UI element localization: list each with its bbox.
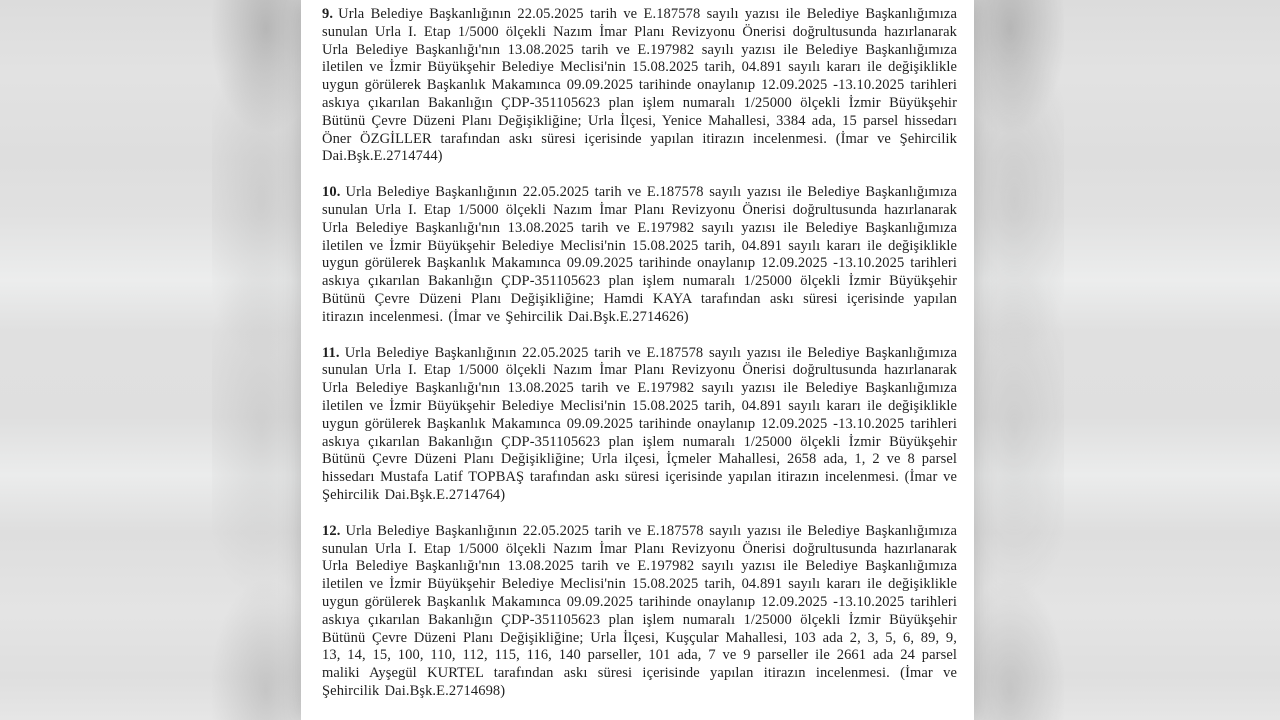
agenda-item-11 xyxy=(322,345,957,505)
agenda-item-10-text: Urla Belediye Başkanlığının 22.05.2025 tarih ve E.187578 sayılı yazısı ile Belediye Başkanlığımıza sunulan Urla I. Etap 1/5000 ölçekli Nazım İmar Planı Revizyonu Önerisi doğrultusunda hazırlanarak Urla Belediye Başkanlığı'nın 13.08.2025 tarih ve E.197982 sayılı yazısı ile Belediye Başkanlığımıza iletilen ve İzmir Büyükşehir Belediye Meclisi'nin 15.08.2025 tarih, 04.891 sayılı kararı ile değişiklikle uygun görülerek Başkanlık Makamınca 09.09.2025 tarihinde onaylanıp 12.09.2025 -13.10.2025 tarihleri askıya çıkarılan Bakanlığın ÇDP-351105623 plan işlem numaralı 1/25000 ölçekli İzmir Büyükşehir Bütünü Çevre Düzeni Planı Değişikliğine; Hamdi KAYA tarafından askı süresi içerisinde yapılan itirazın incelenmesi. (İmar ve Şehircilik Dai.Bşk.E.2714626) xyxy=(322,184,957,325)
agenda-item-11-number: 11. xyxy=(322,344,340,361)
agenda-item-12-number: 12. xyxy=(322,522,341,539)
agenda-item-12-text: Urla Belediye Başkanlığının 22.05.2025 tarih ve E.187578 sayılı yazısı ile Belediye Başkanlığımıza sunulan Urla I. Etap 1/5000 ölçekli Nazım İmar Planı Revizyonu Önerisi doğrultusunda hazırlanarak Urla Belediye Başkanlığı'nın 13.08.2025 tarih ve E.197982 sayılı yazısı ile Belediye Başkanlığımıza iletilen ve İzmir Büyükşehir Belediye Meclisi'nin 15.08.2025 tarih, 04.891 sayılı kararı ile değişiklikle uygun görülerek Başkanlık Makamınca 09.09.2025 tarihinde onaylanıp 12.09.2025 -13.10.2025 tarihleri askıya çıkarılan Bakanlığın ÇDP-351105623 plan işlem numaralı 1/25000 ölçekli İzmir Büyükşehir Bütünü Çevre Düzeni Planı Değişikliğine; Urla İlçesi, Kuşçular Mahallesi, 103 ada 2, 3, 5, 6, 89, 9, 13, 14, 15, 100, 110, 112, 115, 116, 140 parseller, 101 ada, 7 ve 9 parseller ile 2661 ada 24 parsel maliki Ayşegül KURTEL tarafından askı süresi içerisinde yapılan itirazın incelenmesi. (İmar ve Şehircilik Dai.Bşk.E.2714698) xyxy=(322,522,957,699)
agenda-item-9 xyxy=(322,6,957,166)
agenda-item-12 xyxy=(322,523,957,701)
agenda-item-9-number: 9. xyxy=(322,6,334,22)
agenda-item-10-number: 10. xyxy=(322,184,341,201)
agenda-item-10 xyxy=(322,184,957,326)
agenda-item-11-text: Urla Belediye Başkanlığının 22.05.2025 tarih ve E.187578 sayılı yazısı ile Belediye Başkanlığımıza sunulan Urla I. Etap 1/5000 ölçekli Nazım İmar Planı Revizyonu Önerisi doğrultusunda hazırlanarak Urla Belediye Başkanlığı'nın 13.08.2025 tarih ve E.197982 sayılı yazısı ile Belediye Başkanlığımıza iletilen ve İzmir Büyükşehir Belediye Meclisi'nin 15.08.2025 tarih, 04.891 sayılı kararı ile değişiklikle uygun görülerek Başkanlık Makamınca 09.09.2025 tarihinde onaylanıp 12.09.2025 -13.10.2025 tarihleri askıya çıkarılan Bakanlığın ÇDP-351105623 plan işlem numaralı 1/25000 ölçekli İzmir Büyükşehir Bütünü Çevre Düzeni Planı Değişikliğine; Urla ilçesi, İçmeler Mahallesi, 2658 ada, 1, 2 ve 8 parsel hissedarı Mustafa Latif TOPBAŞ tarafından askı süresi içerisinde yapılan itirazın incelenmesi. (İmar ve Şehircilik Dai.Bşk.E.2714764) xyxy=(322,344,957,503)
blurred-background-right xyxy=(974,0,1280,720)
blurred-background-left xyxy=(0,0,302,720)
document-page xyxy=(301,0,974,720)
agenda-item-9-text: Urla Belediye Başkanlığının 22.05.2025 tarih ve E.187578 sayılı yazısı ile Belediye Başkanlığımıza sunulan Urla I. Etap 1/5000 ölçekli Nazım İmar Planı Revizyonu Önerisi doğrultusunda hazırlanarak Urla Belediye Başkanlığı'nın 13.08.2025 tarih ve E.197982 sayılı yazısı ile Belediye Başkanlığımıza iletilen ve İzmir Büyükşehir Belediye Meclisi'nin 15.08.2025 tarih, 04.891 sayılı kararı ile değişiklikle uygun görülerek Başkanlık Makamınca 09.09.2025 tarihinde onaylanıp 12.09.2025 -13.10.2025 tarihleri askıya çıkarılan Bakanlığın ÇDP-351105623 plan işlem numaralı 1/25000 ölçekli İzmir Büyükşehir Bütünü Çevre Düzeni Planı Değişikliğine; Urla İlçesi, Yenice Mahallesi, 3384 ada, 15 parsel hissedarı Öner ÖZGİLLER tarafından askı süresi içerisinde yapılan itirazın incelenmesi. (İmar ve Şehircilik Dai.Bşk.E.2714744) xyxy=(322,6,957,165)
